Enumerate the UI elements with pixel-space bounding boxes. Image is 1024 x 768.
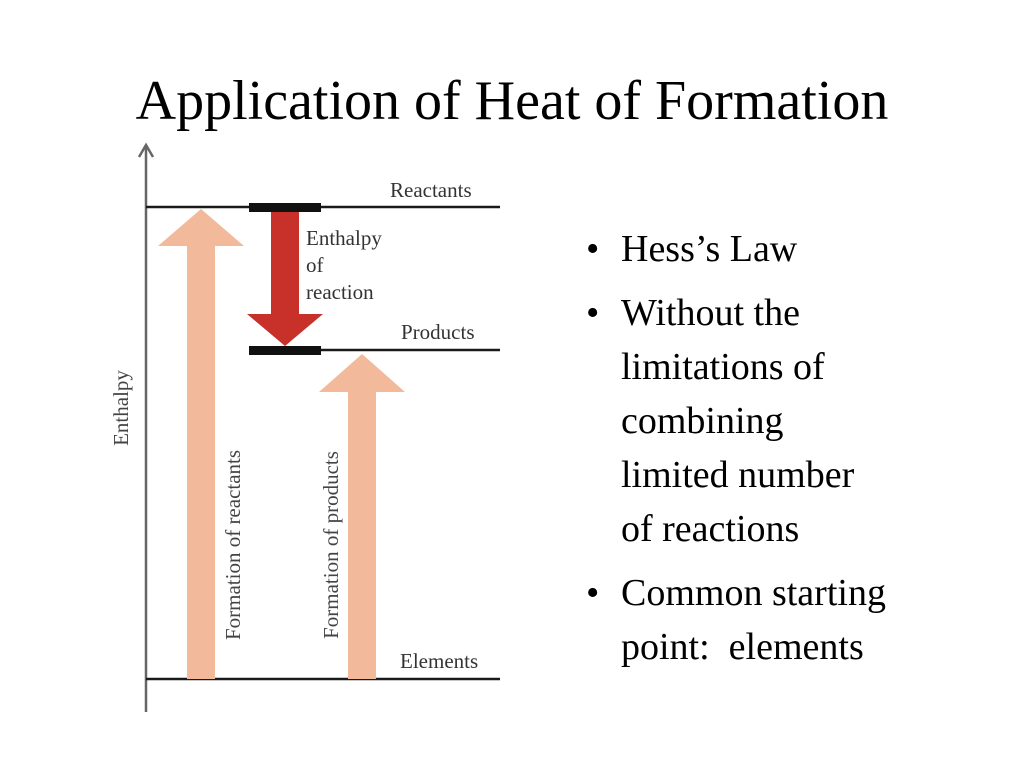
bullet-item: [584, 286, 1004, 556]
slide-title: Application of Heat of Formation: [135, 70, 889, 132]
bullet-line: limitations of: [621, 346, 825, 388]
bullet-item: [584, 566, 1004, 674]
reactants-label: Reactants: [390, 178, 472, 202]
enthalpy-of-reaction-line3: reaction: [306, 280, 374, 304]
bullet-mark: •: [586, 228, 600, 270]
enthalpy-of-reaction-line2: of: [306, 253, 324, 277]
bullet-list: [584, 222, 1004, 684]
bullet-line: of reactions: [621, 508, 800, 550]
products-label: Products: [401, 320, 475, 344]
products-marker-bar: [249, 346, 321, 355]
axis-label: Enthalpy: [109, 370, 133, 446]
bullet-mark: •: [586, 292, 600, 334]
bullet-mark: •: [586, 572, 600, 614]
bullet-item: [584, 222, 1004, 276]
bullet-line: limited number: [621, 454, 855, 496]
bullet-line: combining: [621, 400, 784, 442]
reactants-marker-bar: [249, 203, 321, 212]
formation-reactants-label: Formation of reactants: [221, 449, 245, 641]
bullet-line: point: elements: [621, 626, 864, 668]
enthalpy-of-reaction-line1: Enthalpy: [306, 226, 382, 250]
bullet-line: Without the: [621, 292, 800, 334]
bullet-line: Hess’s Law: [621, 228, 798, 270]
elements-label: Elements: [400, 649, 479, 673]
bullet-line: Common starting: [621, 572, 886, 614]
formation-products-label: Formation of products: [319, 451, 343, 639]
